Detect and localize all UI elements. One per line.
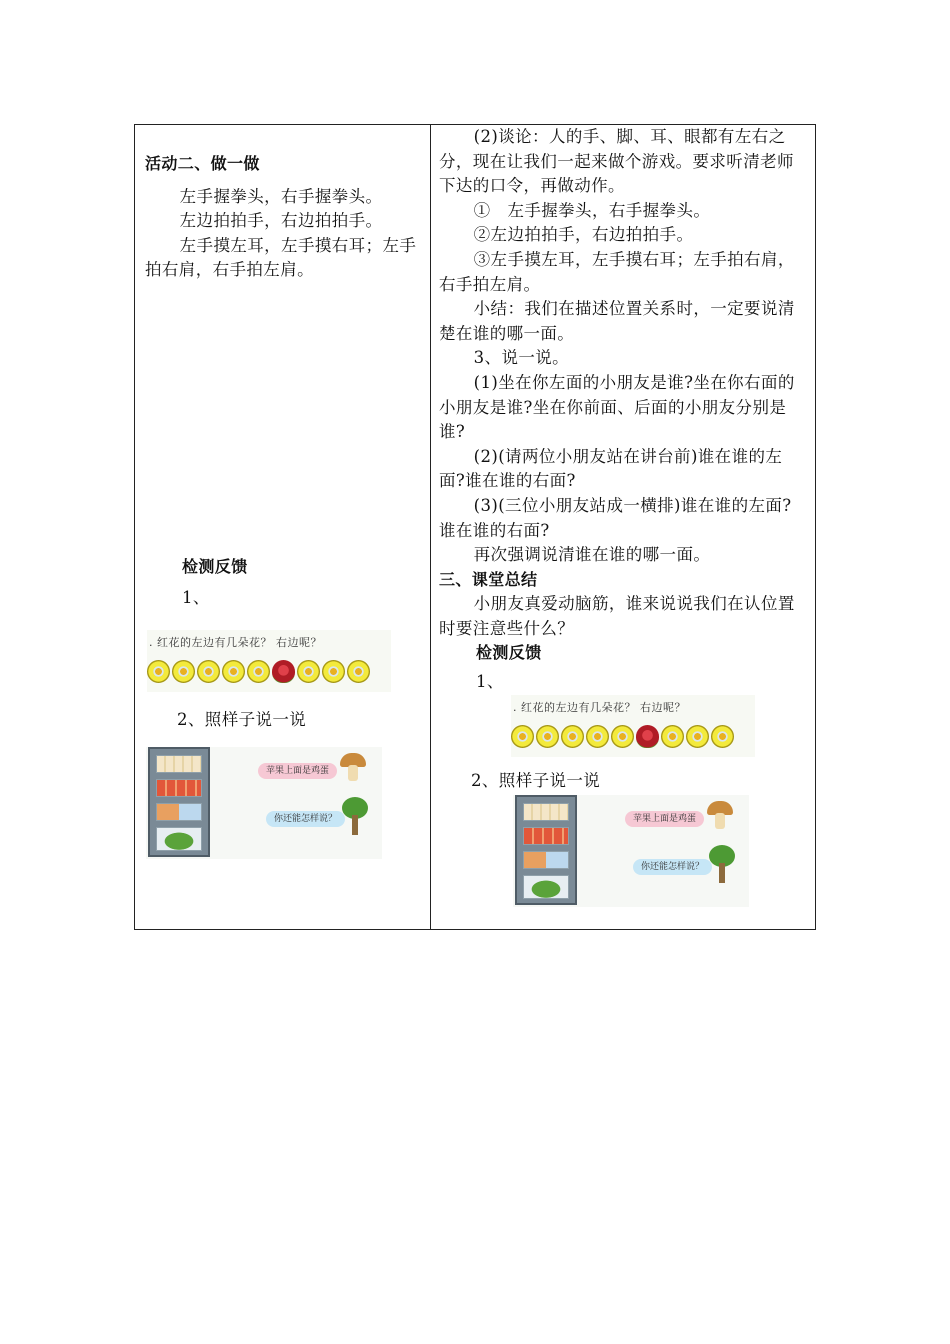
lesson-table	[134, 124, 816, 930]
yellow-flower-icon	[686, 725, 709, 748]
left-item2-label: 2、照样子说一说	[177, 710, 307, 730]
summary-text: 小朋友真爱动脑筋，谁来说说我们在认位置时要注意些什么？	[439, 594, 795, 638]
right-line-10: 再次强调说清谁在谁的哪一面。	[473, 545, 711, 565]
right-line-4: ③左手摸左耳，左手摸右耳；左手拍右肩，右手拍左肩。	[439, 249, 795, 294]
yellow-flower-icon	[297, 660, 320, 683]
right-shelf-figure	[513, 795, 749, 907]
left-line-1: 左手握拳头，右手握拳头。	[179, 186, 383, 206]
left-flower-figure	[147, 630, 391, 692]
yellow-flower-icon	[536, 725, 559, 748]
yellow-flower-icon	[147, 660, 170, 683]
shelf-illustration	[515, 795, 577, 905]
right-line-7: (1)坐在你左面的小朋友是谁?坐在你右面的小朋友是谁?坐在你前面、后面的小朋友分别是谁?	[439, 372, 795, 442]
right-item1-label: 1、	[476, 672, 504, 692]
left-item1-label: 1、	[182, 587, 210, 607]
left-shelf-figure	[146, 747, 382, 859]
speech-bubble-bottom: 你还能怎样说？	[633, 859, 712, 875]
flower-question: . 红花的左边有几朵花？ 右边呢？	[149, 636, 322, 650]
apple-shelf-icon	[156, 779, 202, 797]
yellow-flower-icon	[511, 725, 534, 748]
left-cell	[135, 125, 430, 859]
yellow-flower-icon	[247, 660, 270, 683]
tree-character-icon	[709, 845, 735, 885]
tree-character-icon	[342, 797, 368, 837]
flower-row	[147, 660, 370, 683]
right-item2-label: 2、照样子说一说	[471, 770, 601, 790]
flower-question: . 红花的左边有几朵花？ 右边呢？	[513, 700, 686, 714]
bread-shelf-icon	[523, 851, 569, 869]
yellow-flower-icon	[611, 725, 634, 748]
shelf-illustration	[148, 747, 210, 857]
speech-bubble-bottom: 你还能怎样说？	[266, 811, 345, 827]
right-line-8: (2)(请两位小朋友站在讲台前)谁在谁的左面?谁在谁的右面?	[439, 446, 783, 491]
yellow-flower-icon	[661, 725, 684, 748]
right-flower-figure	[511, 695, 755, 757]
speech-bubble-top: 苹果上面是鸡蛋	[625, 811, 704, 827]
mushroom-character-icon	[340, 753, 366, 783]
right-line-6: 3、说一说。	[473, 348, 570, 368]
bread-shelf-icon	[156, 803, 202, 821]
speech-bubble-top: 苹果上面是鸡蛋	[258, 763, 337, 779]
activity-heading: 活动二、做一做	[145, 154, 260, 173]
egg-shelf-icon	[523, 803, 569, 821]
vegetable-shelf-icon	[156, 827, 202, 851]
right-line-3: ②左边拍拍手，右边拍拍手。	[473, 225, 694, 245]
left-line-2: 左边拍拍手，右边拍拍手。	[179, 211, 383, 231]
egg-shelf-icon	[156, 755, 202, 773]
right-line-2: ① 左手握拳头，右手握拳头。	[473, 200, 711, 220]
right-line-1: (2)谈论：人的手、脚、耳、眼都有左右之分，现在让我们一起来做个游戏。要求听清老师下达的口令，再做动作。	[439, 127, 794, 196]
apple-shelf-icon	[523, 827, 569, 845]
right-feedback-heading: 检测反馈	[476, 643, 542, 663]
yellow-flower-icon	[711, 725, 734, 748]
yellow-flower-icon	[172, 660, 195, 683]
summary-heading: 三、课堂总结	[439, 569, 538, 589]
right-line-5: 小结：我们在描述位置关系时，一定要说清楚在谁的哪一面。	[439, 299, 795, 343]
right-cell	[431, 125, 815, 907]
yellow-flower-icon	[322, 660, 345, 683]
yellow-flower-icon	[197, 660, 220, 683]
red-flower-icon	[636, 725, 659, 748]
yellow-flower-icon	[222, 660, 245, 683]
flower-row	[511, 725, 734, 748]
red-flower-icon	[272, 660, 295, 683]
left-feedback-heading: 检测反馈	[182, 556, 248, 576]
vegetable-shelf-icon	[523, 875, 569, 899]
right-line-9: (3)(三位小朋友站成一横排)谁在谁的左面?谁在谁的右面?	[439, 495, 792, 540]
left-line-3: 左手摸左耳，左手摸右耳；左手拍右肩，右手拍左肩。	[145, 235, 417, 280]
yellow-flower-icon	[347, 660, 370, 683]
yellow-flower-icon	[561, 725, 584, 748]
mushroom-character-icon	[707, 801, 733, 831]
yellow-flower-icon	[586, 725, 609, 748]
